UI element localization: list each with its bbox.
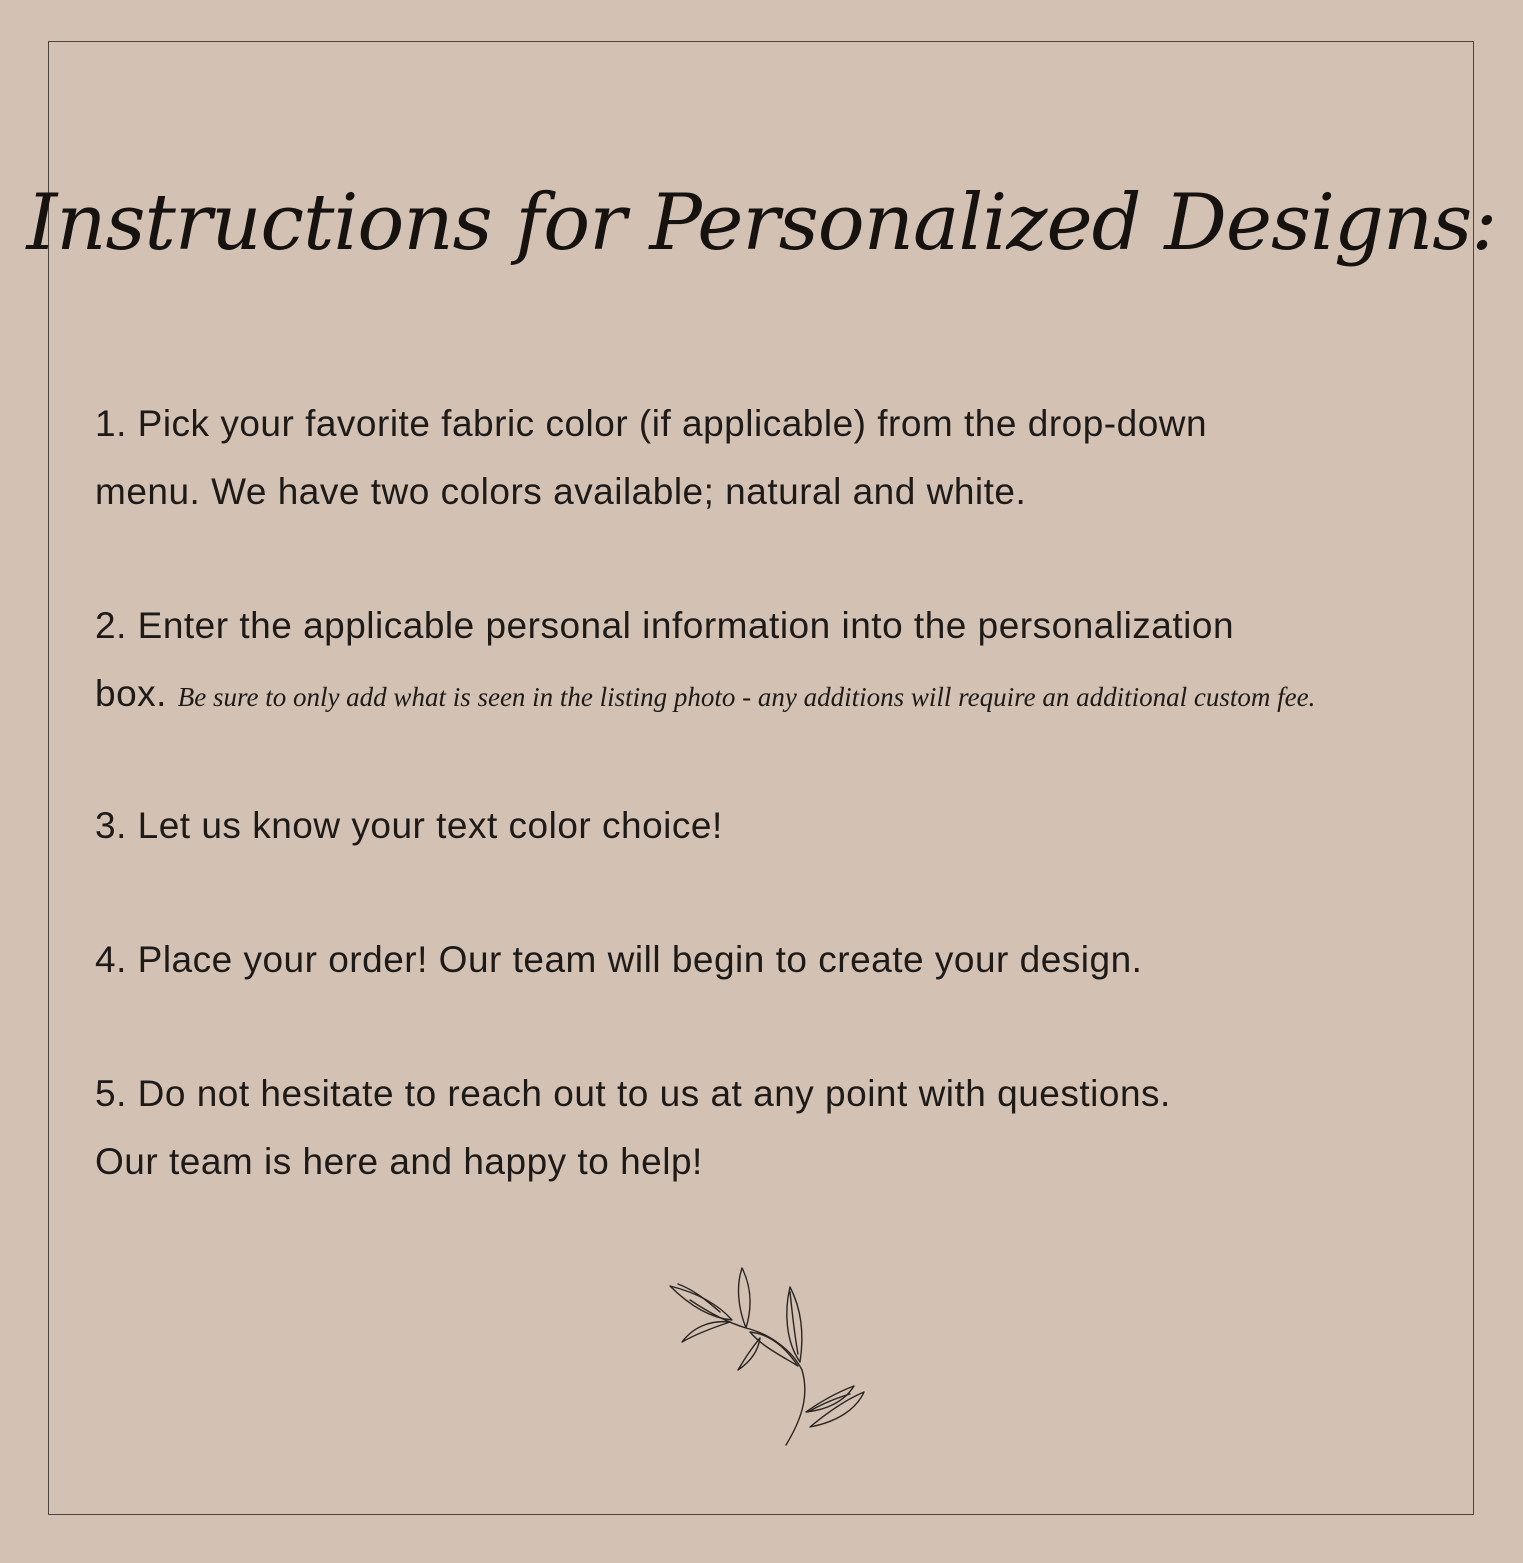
leaf-sprig-icon xyxy=(660,1262,875,1452)
step-1-line-1: 1. Pick your favorite fabric color (if applicable) from the drop-down xyxy=(95,403,1208,444)
step-3-line-1: 3. Let us know your text color choice! xyxy=(95,805,723,846)
instruction-step-3 xyxy=(95,792,723,860)
step-4-line-1: 4. Place your order! Our team will begin to create your design. xyxy=(95,939,1143,980)
instruction-step-2 xyxy=(95,592,1315,731)
step-2-line-2 xyxy=(95,660,1315,731)
instruction-step-4 xyxy=(95,926,1142,994)
custom-fee-note: Be sure to only add what is seen in the listing photo - any additions will require an additional custom fee. xyxy=(177,682,1316,712)
instruction-step-5 xyxy=(95,1060,1171,1196)
instruction-step-1 xyxy=(95,390,1207,526)
sprig-leaf xyxy=(806,1386,854,1412)
sprig-leaf xyxy=(682,1322,730,1342)
page-title: Instructions for Personalized Designs: xyxy=(26,178,1497,268)
step-2-line-1: 2. Enter the applicable personal information into the personalization xyxy=(95,605,1235,646)
step-5-line-2: Our team is here and happy to help! xyxy=(95,1141,703,1182)
step-2-line-2-prefix: box. xyxy=(95,673,178,714)
sprig-leaf xyxy=(739,1268,751,1328)
step-5-line-1: 5. Do not hesitate to reach out to us at any point with questions. xyxy=(95,1073,1171,1114)
step-1-line-2: menu. We have two colors available; natural and white. xyxy=(95,471,1027,512)
sprig-leaf xyxy=(670,1286,732,1320)
sprig-leaf xyxy=(738,1338,760,1370)
